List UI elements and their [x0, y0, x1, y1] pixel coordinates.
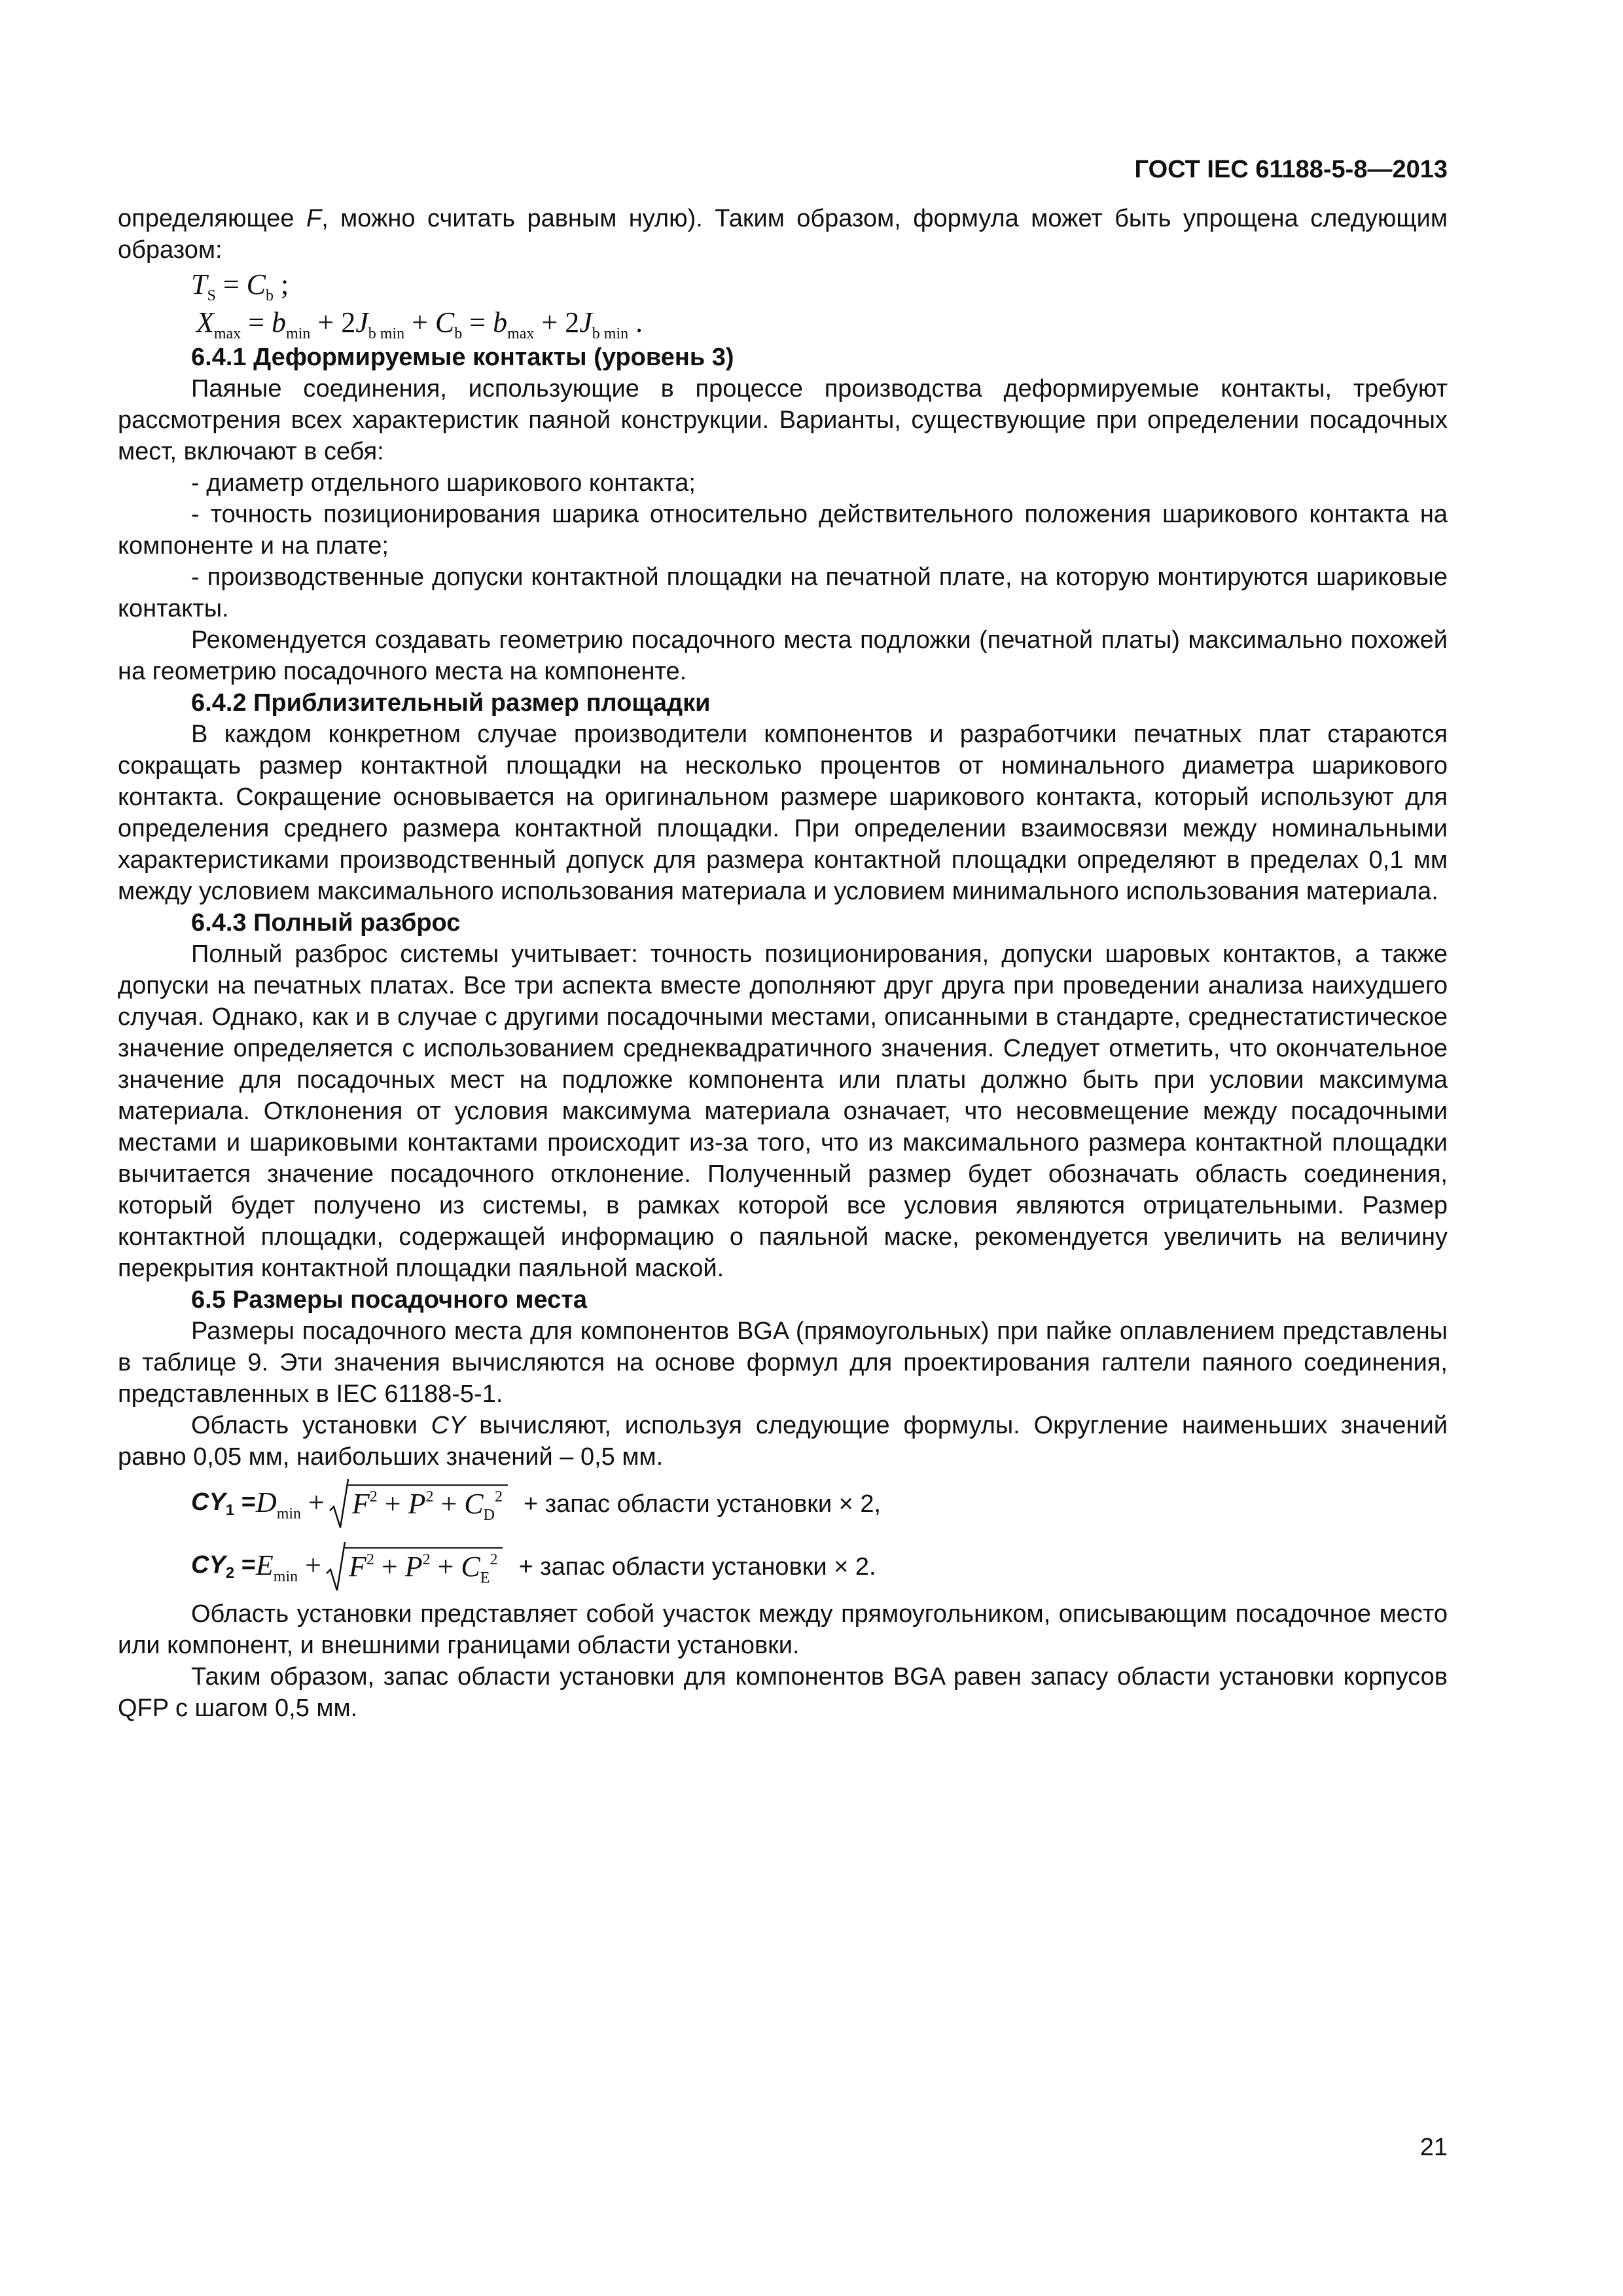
heading-6-4-3: 6.4.3 Полный разброс [191, 909, 461, 937]
paragraph: Рекомендуется создавать геометрию посадочного места подложки (печатной платы) максимально похожей на геометрию посадочного места на компоненте. [118, 626, 1448, 685]
paragraph: Полный разброс системы учитывает: точность позиционирования, допуски шаровых контактов, а также допуски на печатных платах. Все три аспекта вместе дополняют друг друга при проведении анализа наихудшего случая. Однако, как и в случае с другими посадочными местами, описанными в стандарте, среднестатистическое значение определяется с использованием среднеквадратичного значения. Следует отметить, что окончательное значение для посадочных мест на подложке компонента или платы должно быть при условии максимума материала. Отклонения от условия максимума материала означает, что несовмещение между посадочными местами и шариковыми контактами происходит из-за того, что из максимального размера контактной площадки вычитается значение посадочного отклонение. Полученный размер будет обозначать область соединения, который будет получено из системы, в рамках которой все условия являются отрицательными. Размер контактной площадки, содержащей информацию о паяльной маске, рекомендуется увеличить на величину перекрытия контактной площадки паяльной маской. [118, 941, 1448, 1282]
paragraph: Таким образом, запас области установки для компонентов BGA равен запасу области установки корпусов QFP с шагом 0,5 мм. [118, 1663, 1448, 1722]
list-item: - производственные допуски контактной площадки на печатной плате, на которую монтируются шариковые контакты. [118, 564, 1448, 622]
formula-cy2: $CY_2$ = $E_{min}$ + $F^2 + P^2 + C_E^2$ + запас области установки × 2. [118, 1535, 1448, 1598]
paragraph: Область установки представляет собой участок между прямоугольником, описывающим посадочное место или компонент, и внешними границами области установки. [118, 1600, 1448, 1659]
intro-paragraph: определяющее F, можно считать равным нулю). Таким образом, формула может быть упрощена следующим образом: [118, 205, 1448, 264]
equation-ts: $T_S = C_b$ ; [191, 268, 289, 304]
formula-cy1: $CY_1$ = $D_{min}$ + $F^2 + P^2 + C_D^2$ + запас области установки × 2, [118, 1473, 1448, 1535]
paragraph: В каждом конкретном случае производители компонентов и разработчики печатных плат стараются сокращать размер контактной площадки на несколько процентов от номинального диаметра шарикового контакта. Сокращение основывается на оригинальном размере шарикового контакта, который используют для определения среднего размера контактной площадки. При определении взаимосвязи между номинальными характеристиками производственный допуск для размера контактной площадки определяют в пределах 0,1 мм между условием максимального использования материала и условием минимального использования материала. [118, 721, 1448, 905]
paragraph: Размеры посадочного места для компонентов BGA (прямоугольных) при пайке оплавлением представлены в таблице 9. Эти значения вычисляются на основе формул для проектирования галтели паяного соединения, представленных в IEC 61188-5-1. [118, 1318, 1448, 1408]
list-item: - точность позиционирования шарика относительно действительного положения шарикового контакта на компоненте и на плате; [118, 501, 1448, 560]
equation-xmax: $X_{max} = b_{min} + 2J_{b min} + C_b = b_{max} + 2J_{b min}$ . [196, 306, 643, 342]
list-item: - диаметр отдельного шарикового контакта; [191, 469, 696, 497]
square-root-icon: $F^2 + P^2 + C_E^2$ [325, 1547, 503, 1587]
heading-6-4-1: 6.4.1 Деформируемые контакты (уровень 3) [191, 344, 734, 371]
heading-6-5: 6.5 Размеры посадочного места [191, 1286, 587, 1314]
page-body [118, 148, 1448, 1724]
paragraph: Паяные соединения, использующие в процессе производства деформируемые контакты, требуют рассмотрения всех характеристик паяной конструкции. Варианты, существующие при определении посадочных мест, включают в себя: [118, 375, 1448, 465]
paragraph: Область установки CY вычисляют, используя следующие формулы. Округление наименьших значений равно 0,05 мм, наибольших значений – 0,5 мм. [118, 1412, 1448, 1471]
heading-6-4-2: 6.4.2 Приблизительный размер площадки [191, 689, 711, 717]
square-root-icon: $F^2 + P^2 + C_D^2$ [329, 1484, 508, 1524]
document-header: ГОСТ IEC 61188-5-8—2013 [1134, 156, 1448, 183]
page-number: 21 [1419, 2134, 1448, 2161]
